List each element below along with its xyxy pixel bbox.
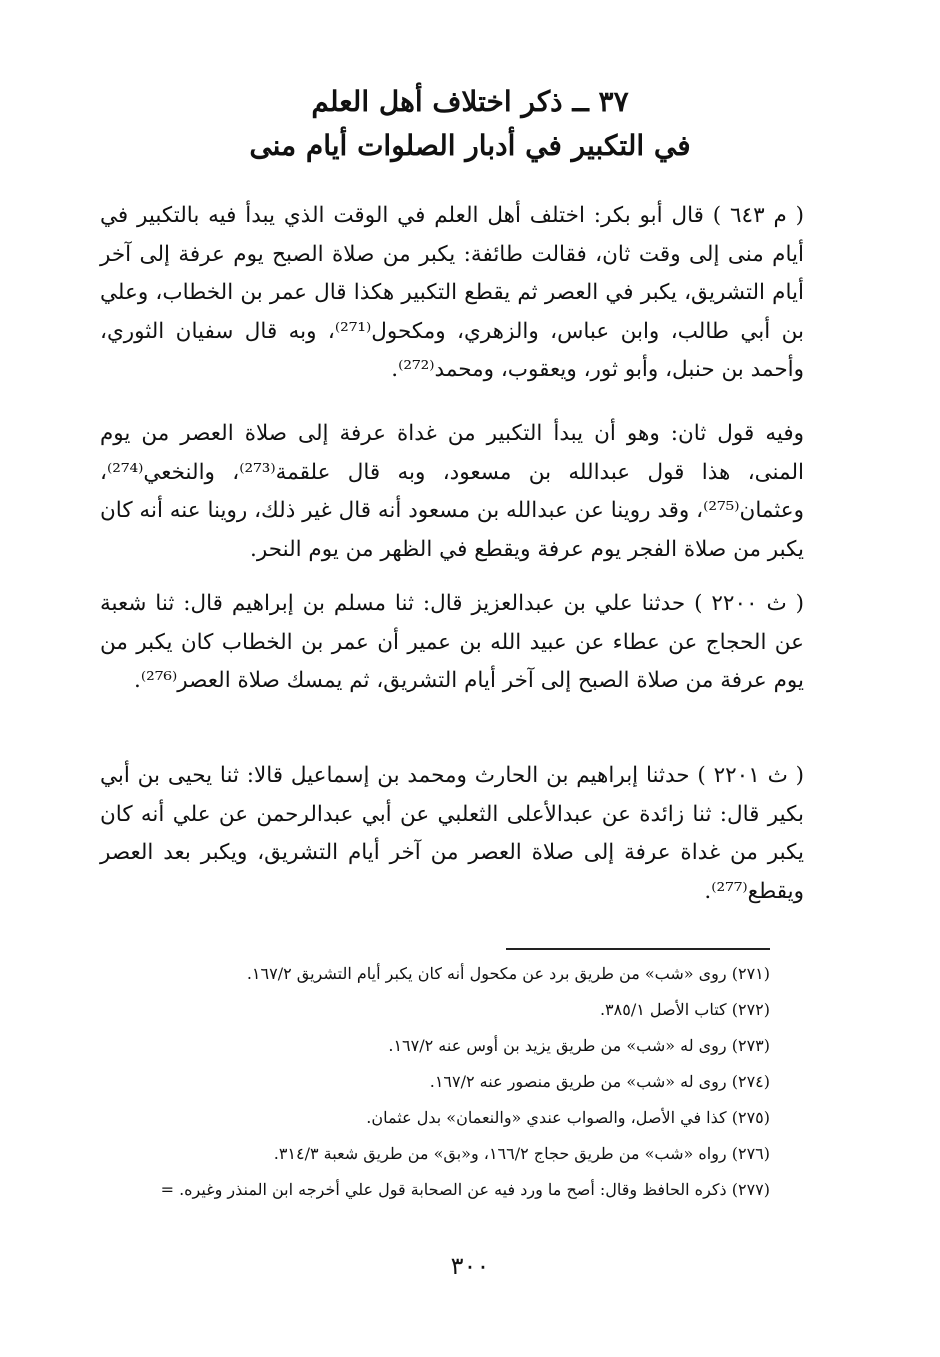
footnote-273: (٢٧٣) روى له «شب» من طريق يزيد بن أوس عنه ١٦٧/٢. [388,1036,770,1055]
footnote-277: (٢٧٧) ذكره الحافظ وقال: أصح ما ورد فيه عن الصحابة قول علي أخرجه ابن المنذر وغيره. = [160,1180,770,1199]
chapter-subtitle: في التكبير في أدبار الصلوات أيام منى [249,129,691,162]
footnote-275: (٢٧٥) كذا في الأصل، والصواب عندي «والنعمان» بدل عثمان. [366,1108,770,1127]
paragraph-text: ( ث ٢٢٠١ ) حدثنا إبراهيم بن الحارث ومحمد بن إسماعيل قالا: ثنا يحيى بن أبي بكير قال: ثنا زائدة عن عبدالأعلى الثعلبي عن أبي عبدالرحمن عن علي أنه كان يكبر من غداة عرفة إلى صلاة العصر من آخر أيام التشريق، ويكبر بعد العصر ويقطع⁽²⁷⁷⁾. [100,763,805,904]
paragraph-second-opinion [100,415,804,569]
paragraph-athar-2201 [100,757,804,911]
paragraph-text: ( م ٦٤٣ ) قال أبو بكر: اختلف أهل العلم في الوقت الذي يبدأ فيه بالتكبير في أيام منى إلى وقت ثان، فقالت طائفة: يكبر من صلاة الصبح يوم عرفة إلى آخر أيام التشريق، يكبر في العصر ثم يقطع التكبير هكذا قال عمر بن الخطاب، وعلي بن أبي طالب، وابن عباس، والزهري، ومكحول⁽²⁷¹⁾، وبه قال سفيان الثوري، وأحمد بن حنبل، وأبو ثور، ويعقوب، ومحمد⁽²⁷²⁾. [100,203,804,382]
footnote-separator [506,948,770,950]
paragraph-text: وفيه قول ثان: وهو أن يبدأ التكبير من غداة عرفة إلى صلاة العصر من يوم المنى، هذا قول عبدالله بن مسعود، وبه قال علقمة⁽²⁷³⁾، والنخعي⁽²⁷⁴⁾، وعثمان⁽²⁷⁵⁾، وقد روينا عن عبدالله بن مسعود أنه قال غير ذلك، روينا عنه أنه كان يكبر من صلاة الفجر يوم عرفة ويقطع في الظهر من يوم النحر. [100,421,804,562]
footnote-271: (٢٧١) روى «شب» من طريق برد عن مكحول أنه كان يكبر أيام التشريق ١٦٧/٢. [246,964,770,983]
footnote-276: (٢٧٦) رواه «شب» من طريق حجاج ١٦٦/٢، و«بق» من طريق شعبة ٣١٤/٣. [273,1144,770,1163]
page-number: ٣٠٠ [450,1252,490,1280]
footnotes [90,956,770,1208]
paragraph-athar-2200 [100,585,804,701]
paragraph-masala-643 [100,197,804,390]
footnote-272: (٢٧٢) كتاب الأصل ٣٨٥/١. [599,1000,770,1019]
footnote-274: (٢٧٤) روى له «شب» من طريق منصور عنه ١٦٧/٢. [429,1072,770,1091]
chapter-title: ٣٧ ــ ذكر اختلاف أهل العلم [311,85,629,118]
paragraph-text: ( ث ٢٢٠٠ ) حدثنا علي بن عبدالعزيز قال: ثنا مسلم بن إبراهيم قال: ثنا شعبة عن الحجاج عن عطاء عن عبيد الله بن عمير أن عمر بن الخطاب كان يكبر من يوم عرفة من صلاة الصبح إلى آخر أيام التشريق، ثم يمسك صلاة العصر⁽²⁷⁶⁾. [100,591,804,693]
